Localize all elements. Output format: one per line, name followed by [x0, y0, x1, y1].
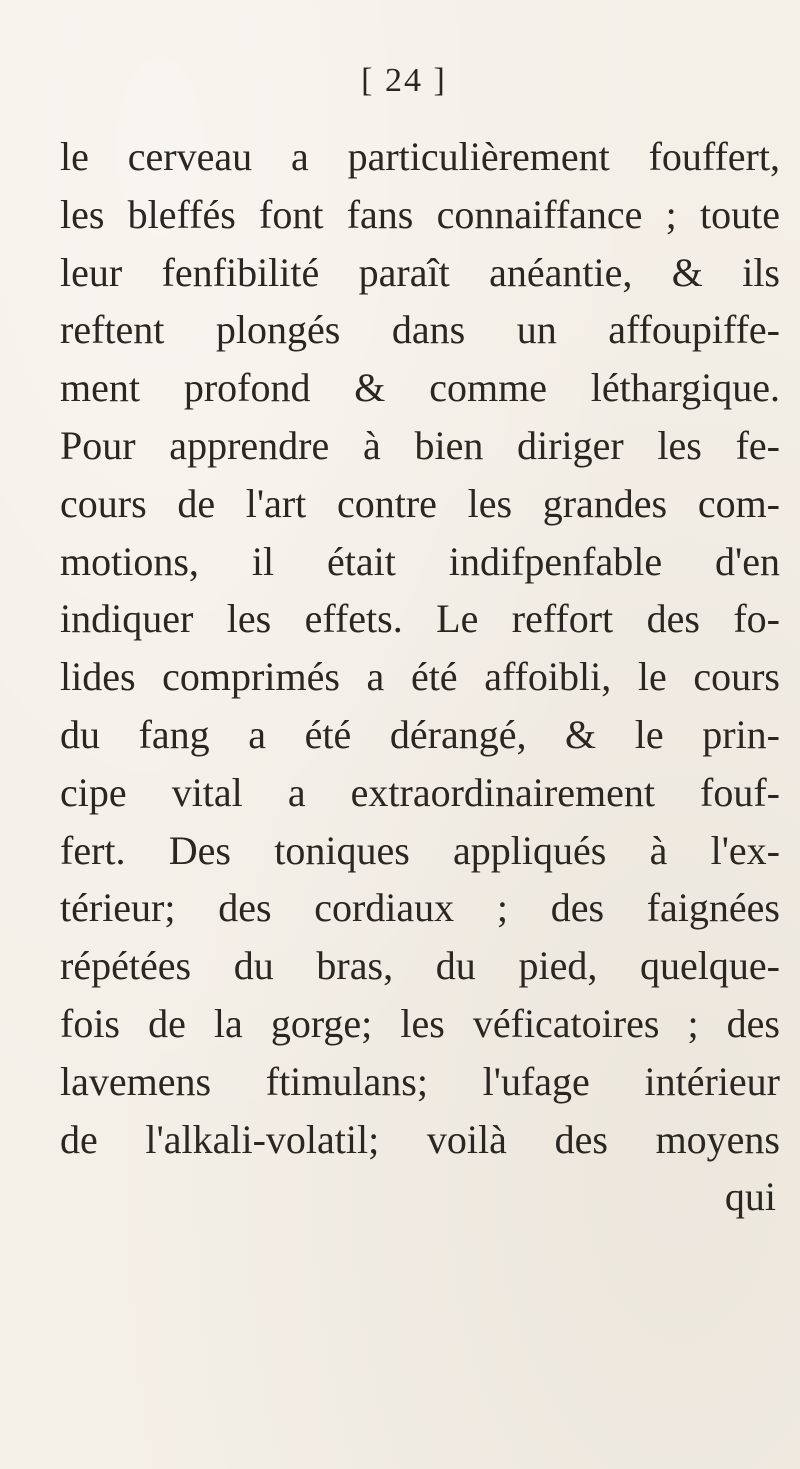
text-line: répétées du bras, du pied, quelque- [60, 943, 780, 989]
text-line: du fang a été dérangé, & le prin- [60, 711, 780, 757]
text-line: lavemens ftimulans; l'ufage intérieur [60, 1058, 780, 1104]
text-line: les bleffés font fans connaiffance ; toute [60, 191, 780, 237]
text-line: indiquer les effets. Le reffort des fo- [60, 596, 780, 642]
catchword: qui [724, 1174, 776, 1220]
text-line: reftent plongés dans un affoupiffe- [60, 307, 780, 353]
text-line: le cerveau a particulièrement fouffert, [60, 134, 780, 179]
text-line: ment profond & comme léthargique. [60, 365, 780, 411]
text-line: térieur; des cordiaux ; des faignées [60, 885, 780, 931]
body-text [60, 128, 780, 1226]
text-line: cipe vital a extraordinairement fouf- [60, 769, 780, 815]
text-line: fois de la gorge; les véficatoires ; des [60, 1000, 780, 1046]
text-line: lides comprimés a été affoibli, le cours [60, 654, 780, 700]
text-line: motions, il était indifpenfable d'en [60, 538, 780, 584]
text-line: de l'alkali-volatil; voilà des moyens [60, 1116, 780, 1162]
text-line: leur fenfibilité paraît anéantie, & ils [60, 249, 780, 295]
text-line: cours de l'art contre les grandes com- [60, 480, 780, 526]
text-line: fert. Des toniques appliqués à l'ex- [60, 827, 780, 873]
page-number: [ 24 ] [361, 62, 447, 99]
text-line: Pour apprendre à bien diriger les fe- [60, 422, 780, 468]
